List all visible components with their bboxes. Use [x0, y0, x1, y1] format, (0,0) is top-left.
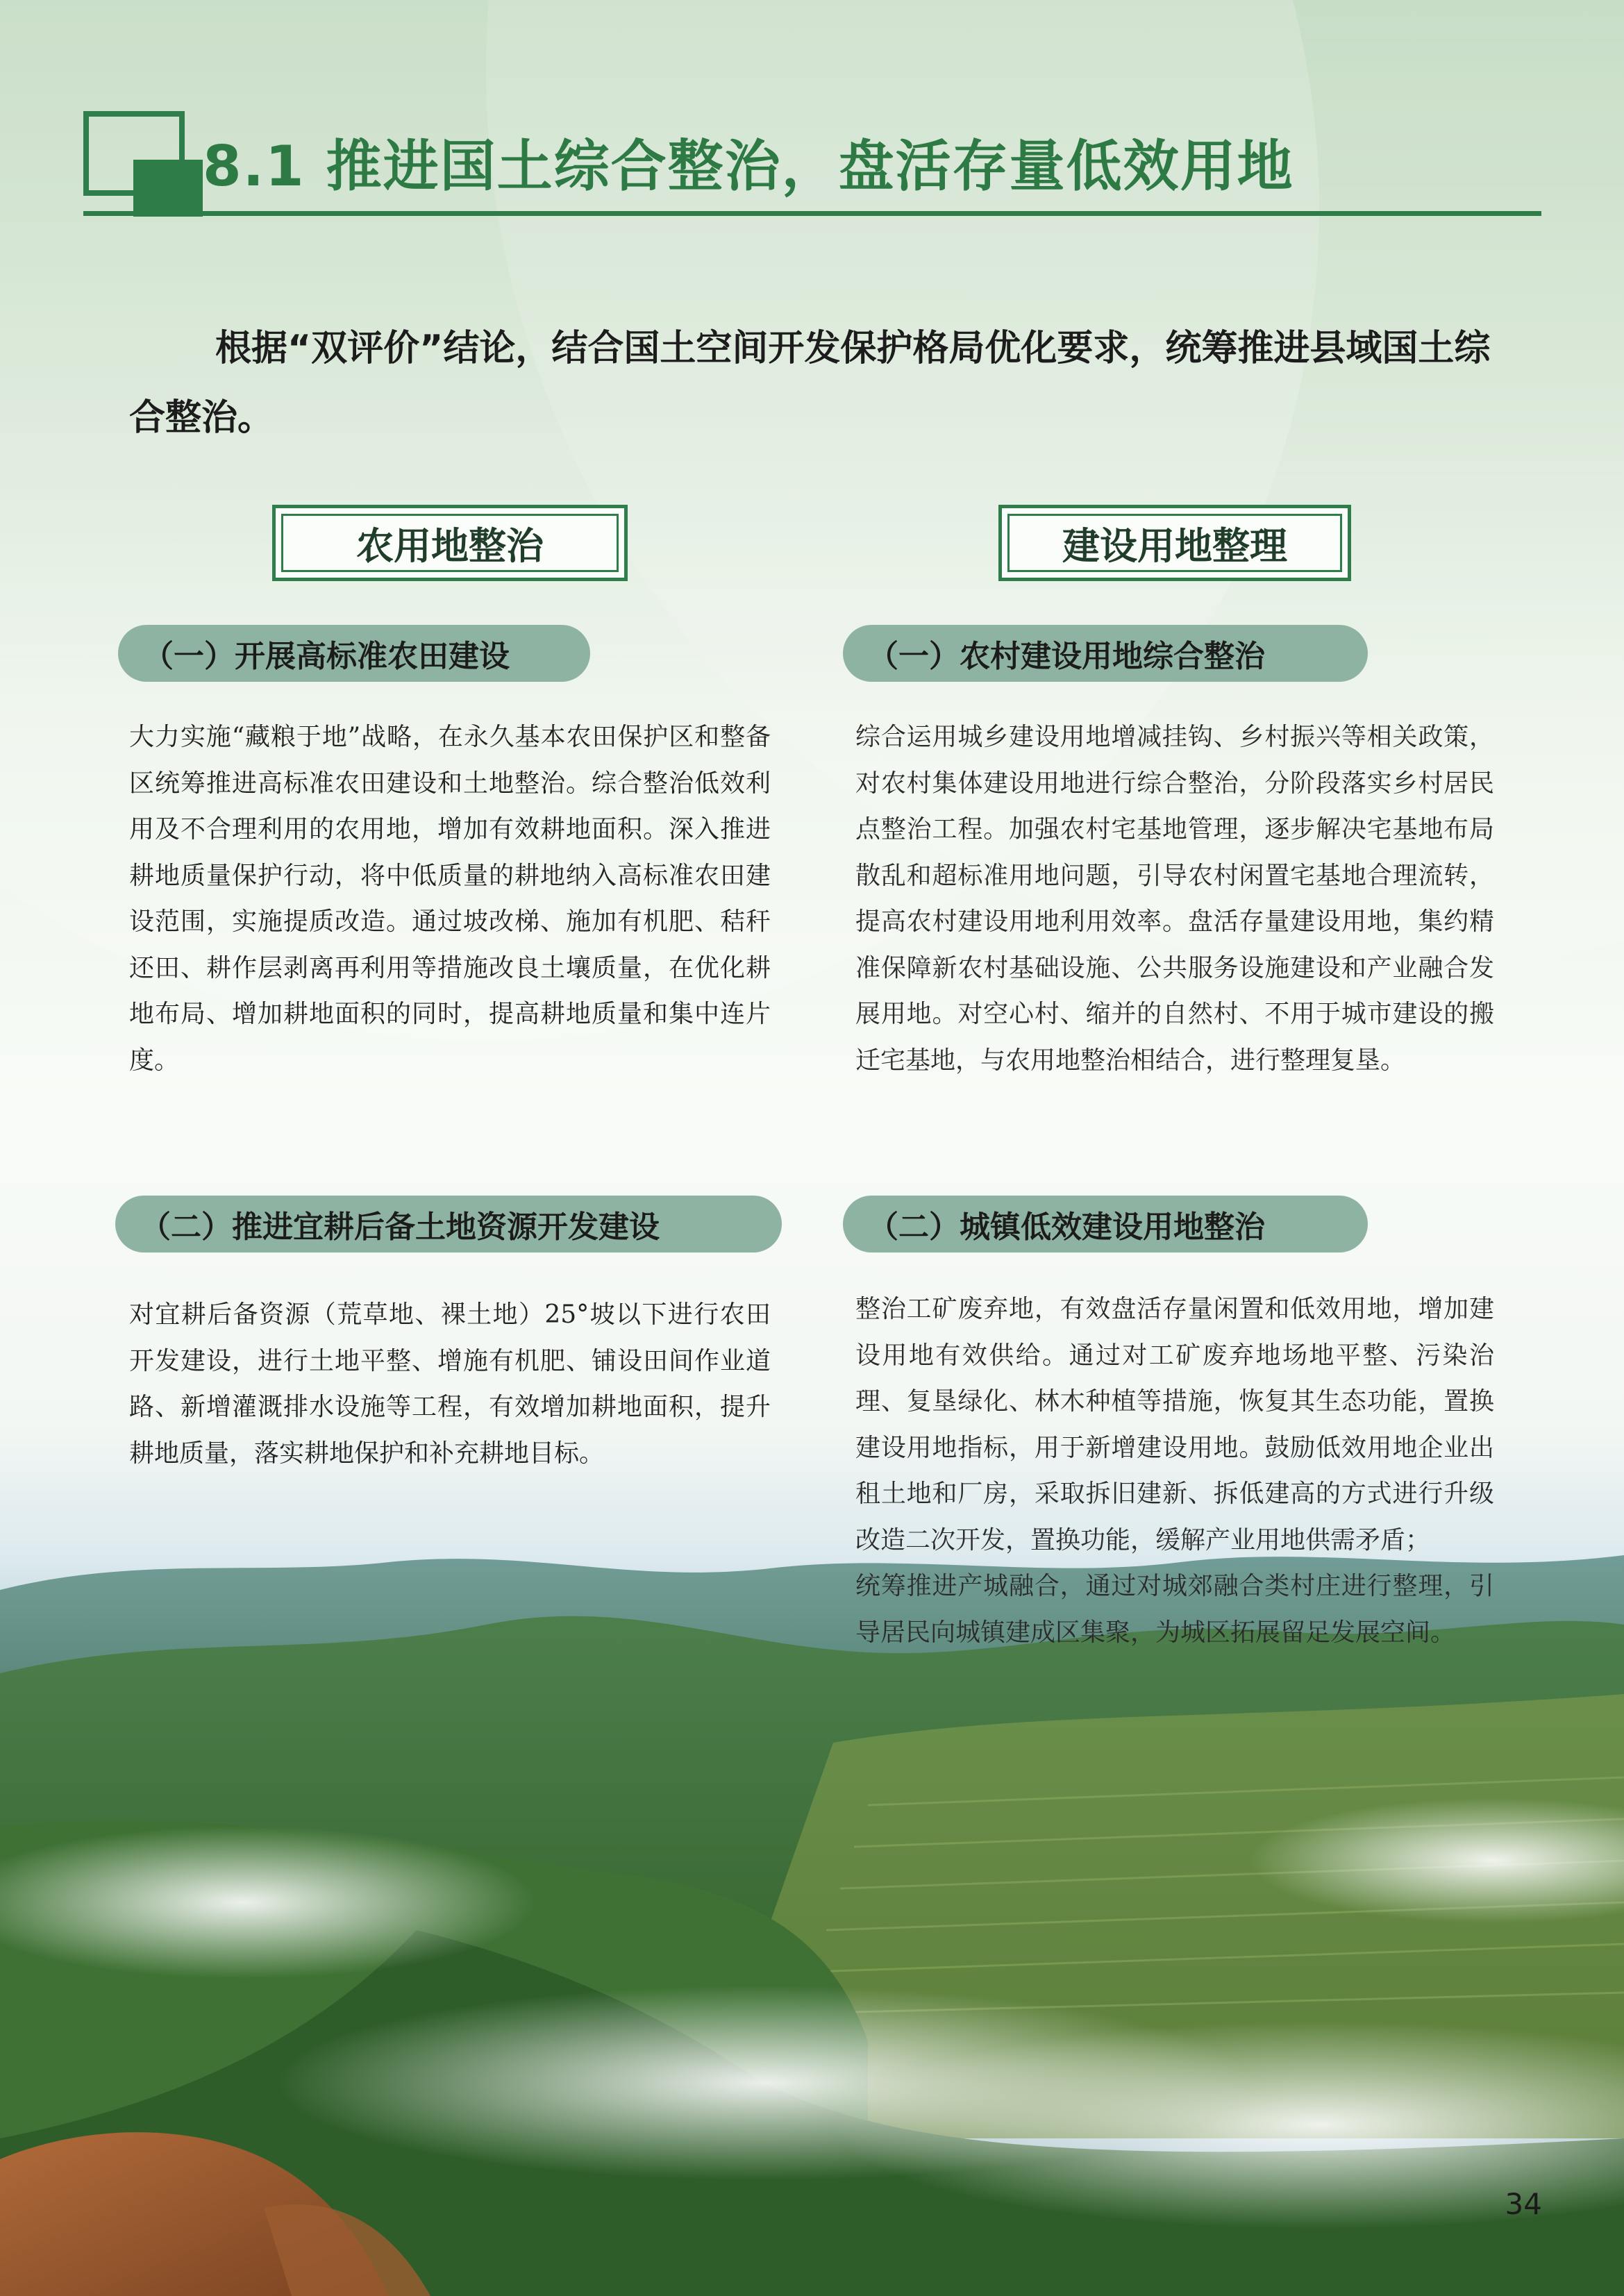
section-title: 8.1 推进国土综合整治，盘活存量低效用地 [203, 134, 1294, 199]
right-column-heading-text: 建设用地整理 [1062, 523, 1287, 568]
left-section-2-body: 对宜耕后备资源（荒草地、裸土地）25°坡以下进行农田开发建设，进行土地平整、增施有机肥、铺设田间作业道路、新增灌溉排水设施等工程，有效增加耕地面积，提升耕地质量，落实耕地保护和补充耕地目标。 [129, 1300, 771, 1468]
left-section-1-body: 大力实施“藏粮于地”战略，在永久基本农田保护区和整备区统筹推进高标准农田建设和土地整治。综合整治低效利用及不合理利用的农用地，增加有效耕地面积。深入推进耕地质量保护行动，将中低质量的耕地纳入高标准农田建设范围，实施提质改造。通过坡改梯、施加有机肥、秸秆还田、耕作层剥离再利用等措施改良土壤质量，在优化耕地布局、增加耕地面积的同时，提高耕地质量和集中连片度。 [129, 723, 771, 1075]
left-column-heading [272, 505, 628, 581]
left-section-1-title: （一）开展高标准农田建设 [118, 625, 590, 682]
right-section-2-title: （二）城镇低效建设用地整治 [843, 1196, 1368, 1252]
page-number: 34 [1505, 2187, 1542, 2221]
right-column-heading [998, 505, 1351, 581]
intro-paragraph: 根据“双评价”结论，结合国土空间开发保护格局优化要求，统筹推进县域国土综合整治。 [129, 328, 1491, 439]
right-section-1-body: 综合运用城乡建设用地增减挂钩、乡村振兴等相关政策，对农村集体建设用地进行综合整治，分阶段落实乡村居民点整治工程。加强农村宅基地管理，逐步解决宅基地布局散乱和超标准用地问题，引导农村闲置宅基地合理流转，提高农村建设用地利用效率。盘活存量建设用地，集约精准保障新农村基础设施、公共服务设施建设和产业融合发展用地。对空心村、缩并的自然村、不用于城市建设的搬迁宅基地，与农用地整治相结合，进行整理复垦。 [855, 723, 1494, 1075]
left-column-heading-text: 农用地整治 [356, 523, 544, 568]
title-underline [83, 211, 1541, 216]
right-section-1-title: （一）农村建设用地综合整治 [843, 625, 1368, 682]
right-section-2-paragraph-1: 整治工矿废弃地，有效盘活存量闲置和低效用地，增加建设用地有效供给。通过对工矿废弃地场地平整、污染治理、复垦绿化、林木种植等措施，恢复其生态功能，置换建设用地指标，用于新增建设用地。鼓励低效用地企业出租土地和厂房，采取拆旧建新、拆低建高的方式进行升级改造二次开发，置换功能，缓解产业用地供需矛盾； [855, 1295, 1494, 1555]
title-decoration-block [133, 160, 203, 217]
right-section-2-paragraph-2: 统筹推进产城融合，通过对城郊融合类村庄进行整理，引导居民向城镇建成区集聚，为城区拓展留足发展空间。 [855, 1572, 1494, 1647]
right-section-2-body [855, 1287, 1494, 1656]
left-section-2-title: （二）推进宜耕后备土地资源开发建设 [115, 1196, 782, 1252]
